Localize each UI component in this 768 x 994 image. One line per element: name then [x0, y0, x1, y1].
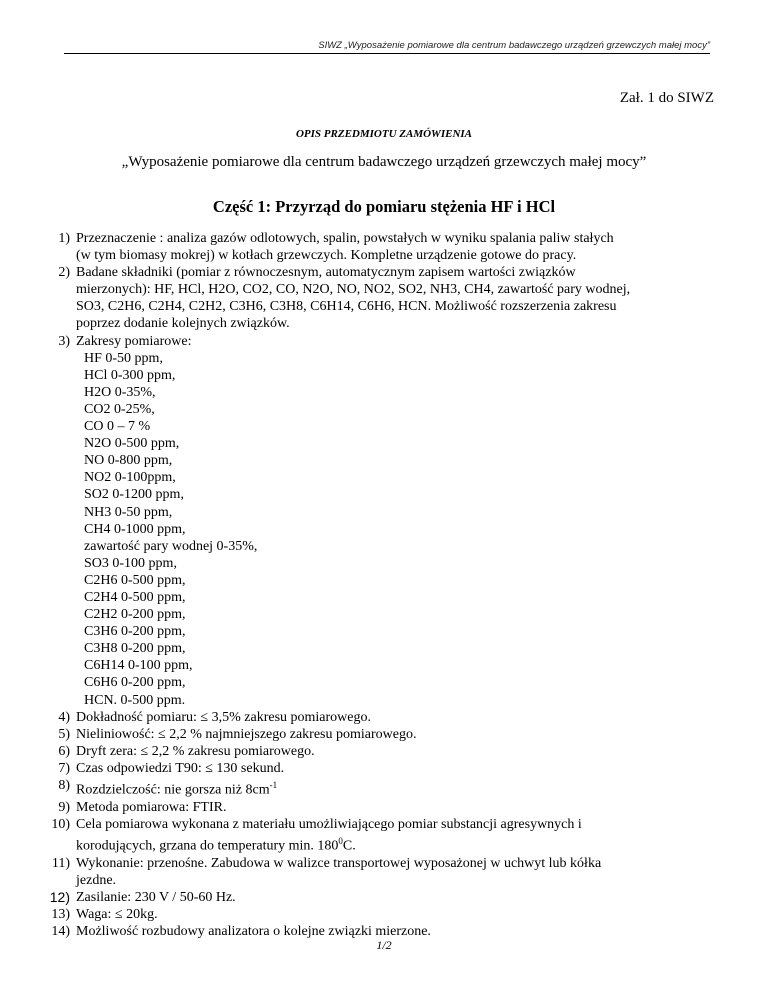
list-item: [40, 889, 720, 906]
item-text: Dokładność pomiaru: ≤ 3,5% zakresu pomiarowego.: [76, 709, 371, 725]
list-item: [40, 230, 720, 264]
item-number: 11): [51, 855, 70, 871]
range-item: C6H14 0-100 ppm,: [84, 658, 193, 674]
header-divider: [64, 53, 710, 54]
item-text: Badane składniki (pomiar z równoczesnym, automatycznym zapisem wartości związków: [76, 265, 576, 281]
range-item: CH4 0-1000 ppm,: [84, 521, 186, 537]
attachment-label: Zał. 1 do SIWZ: [619, 90, 714, 106]
range-item: C2H4 0-500 ppm,: [84, 589, 186, 605]
range-item: NO2 0-100ppm,: [84, 470, 176, 486]
list-item: [40, 760, 720, 777]
item-number: 14): [51, 924, 70, 940]
item-text: Zasilanie: 230 V / 50-60 Hz.: [76, 889, 236, 905]
list-item: [40, 799, 720, 816]
list-item: [40, 743, 720, 760]
item-number: 3): [58, 333, 70, 349]
range-item: NH3 0-50 ppm,: [84, 504, 173, 520]
range-item: C3H8 0-200 ppm,: [84, 641, 186, 657]
range-item: H2O 0-35%,: [84, 384, 156, 400]
list-item: [40, 333, 720, 350]
list-item: [40, 726, 720, 743]
item-text: Zakresy pomiarowe:: [76, 333, 192, 349]
range-item: CO2 0-25%,: [84, 401, 155, 417]
item-number: 13): [51, 906, 70, 922]
item-number: 1): [58, 231, 70, 246]
item-text: Przeznaczenie : analiza gazów odlotowych, spalin, powstałych w wyniku spalania paliw stałych: [76, 231, 614, 246]
range-item: C6H6 0-200 ppm,: [84, 675, 186, 691]
item-text: (w tym biomasy mokrej) w kotłach grzewczych. Kompletne urządzenie gotowe do pracy.: [76, 248, 577, 264]
range-item: N2O 0-500 ppm,: [84, 436, 180, 452]
item-number: 4): [58, 709, 70, 725]
running-header: SIWZ „Wyposażenie pomiarowe dla centrum badawczego urządzeń grzewczych małej mocy”: [318, 40, 710, 51]
range-item: zawartość pary wodnej 0-35%,: [84, 538, 258, 554]
item-text: korodujących, grzana do temperatury min. 180: [76, 838, 339, 854]
document-type: OPIS PRZEDMIOTU ZAMÓWIENIA: [295, 128, 473, 140]
item-text: SO3, C2H6, C2H4, C2H2, C3H6, C3H8, C6H14, C6H6, HCN. Możliwość rozszerzenia zakresu: [76, 299, 617, 315]
item-number: 10): [51, 816, 70, 832]
range-item: HF 0-50 ppm,: [84, 350, 163, 366]
item-text: Rozdzielczość: nie gorsza niż 8cm: [76, 782, 270, 798]
list-item: [40, 906, 720, 923]
item-text: Czas odpowiedzi T90: ≤ 130 sekund.: [76, 760, 285, 776]
list-item: [40, 816, 720, 855]
item-text: Metoda pomiarowa: FTIR.: [76, 799, 227, 815]
item-text: Dryft zera: ≤ 2,2 % zakresu pomiarowego.: [76, 743, 315, 759]
item-number: 8): [58, 778, 70, 793]
item-text: Wykonanie: przenośne. Zabudowa w walizce transportowej wyposażonej w uchwyt lub kółka: [76, 855, 602, 871]
superscript: -1: [269, 780, 278, 790]
document-title: „Wyposażenie pomiarowe dla centrum badawczego urządzeń grzewczych małej mocy”: [121, 154, 647, 170]
range-item: NO 0-800 ppm,: [84, 453, 173, 469]
range-item: HCN. 0-500 ppm.: [84, 692, 186, 708]
list-item: [40, 855, 720, 889]
range-item: SO2 0-1200 ppm,: [84, 487, 184, 503]
range-item: HCl 0-300 ppm,: [84, 367, 176, 383]
item-text: C.: [342, 838, 356, 854]
item-number: 9): [58, 799, 70, 815]
item-text: jezdne.: [76, 872, 117, 888]
item-number: 12): [49, 888, 70, 905]
list-item: [40, 264, 720, 332]
range-item: CO 0 – 7 %: [84, 419, 151, 435]
item-text: Cela pomiarowa wykonana z materiału umożliwiającego pomiar substancji agresywnych i: [76, 816, 582, 832]
item-text: Waga: ≤ 20kg.: [76, 906, 158, 922]
item-number: 5): [58, 726, 70, 742]
range-list: [40, 350, 720, 709]
item-number: 2): [58, 265, 70, 281]
item-number: 7): [58, 760, 70, 776]
range-item: C3H6 0-200 ppm,: [84, 624, 186, 640]
list-item: [40, 777, 720, 799]
item-text: mierzonych): HF, HCl, H2O, CO2, CO, N2O, NO, NO2, SO2, NH3, CH4, zawartość pary wodnej,: [76, 282, 631, 298]
range-item: SO3 0-100 ppm,: [84, 555, 177, 571]
range-item: C2H2 0-200 ppm,: [84, 607, 186, 623]
page-number: 1/2: [376, 938, 392, 952]
requirements-list: [40, 230, 720, 940]
item-text: poprzez dodanie kolejnych związków.: [76, 316, 290, 332]
range-item: C2H6 0-500 ppm,: [84, 572, 186, 588]
list-item: [40, 709, 720, 726]
part-title: Część 1: Przyrząd do pomiaru stężenia HF i HCl: [212, 197, 556, 216]
item-text: Nieliniowość: ≤ 2,2 % najmniejszego zakresu pomiarowego.: [76, 726, 417, 742]
item-text: Możliwość rozbudowy analizatora o kolejne związki mierzone.: [76, 924, 431, 940]
item-number: 6): [58, 743, 70, 759]
superscript: 0: [338, 835, 343, 846]
